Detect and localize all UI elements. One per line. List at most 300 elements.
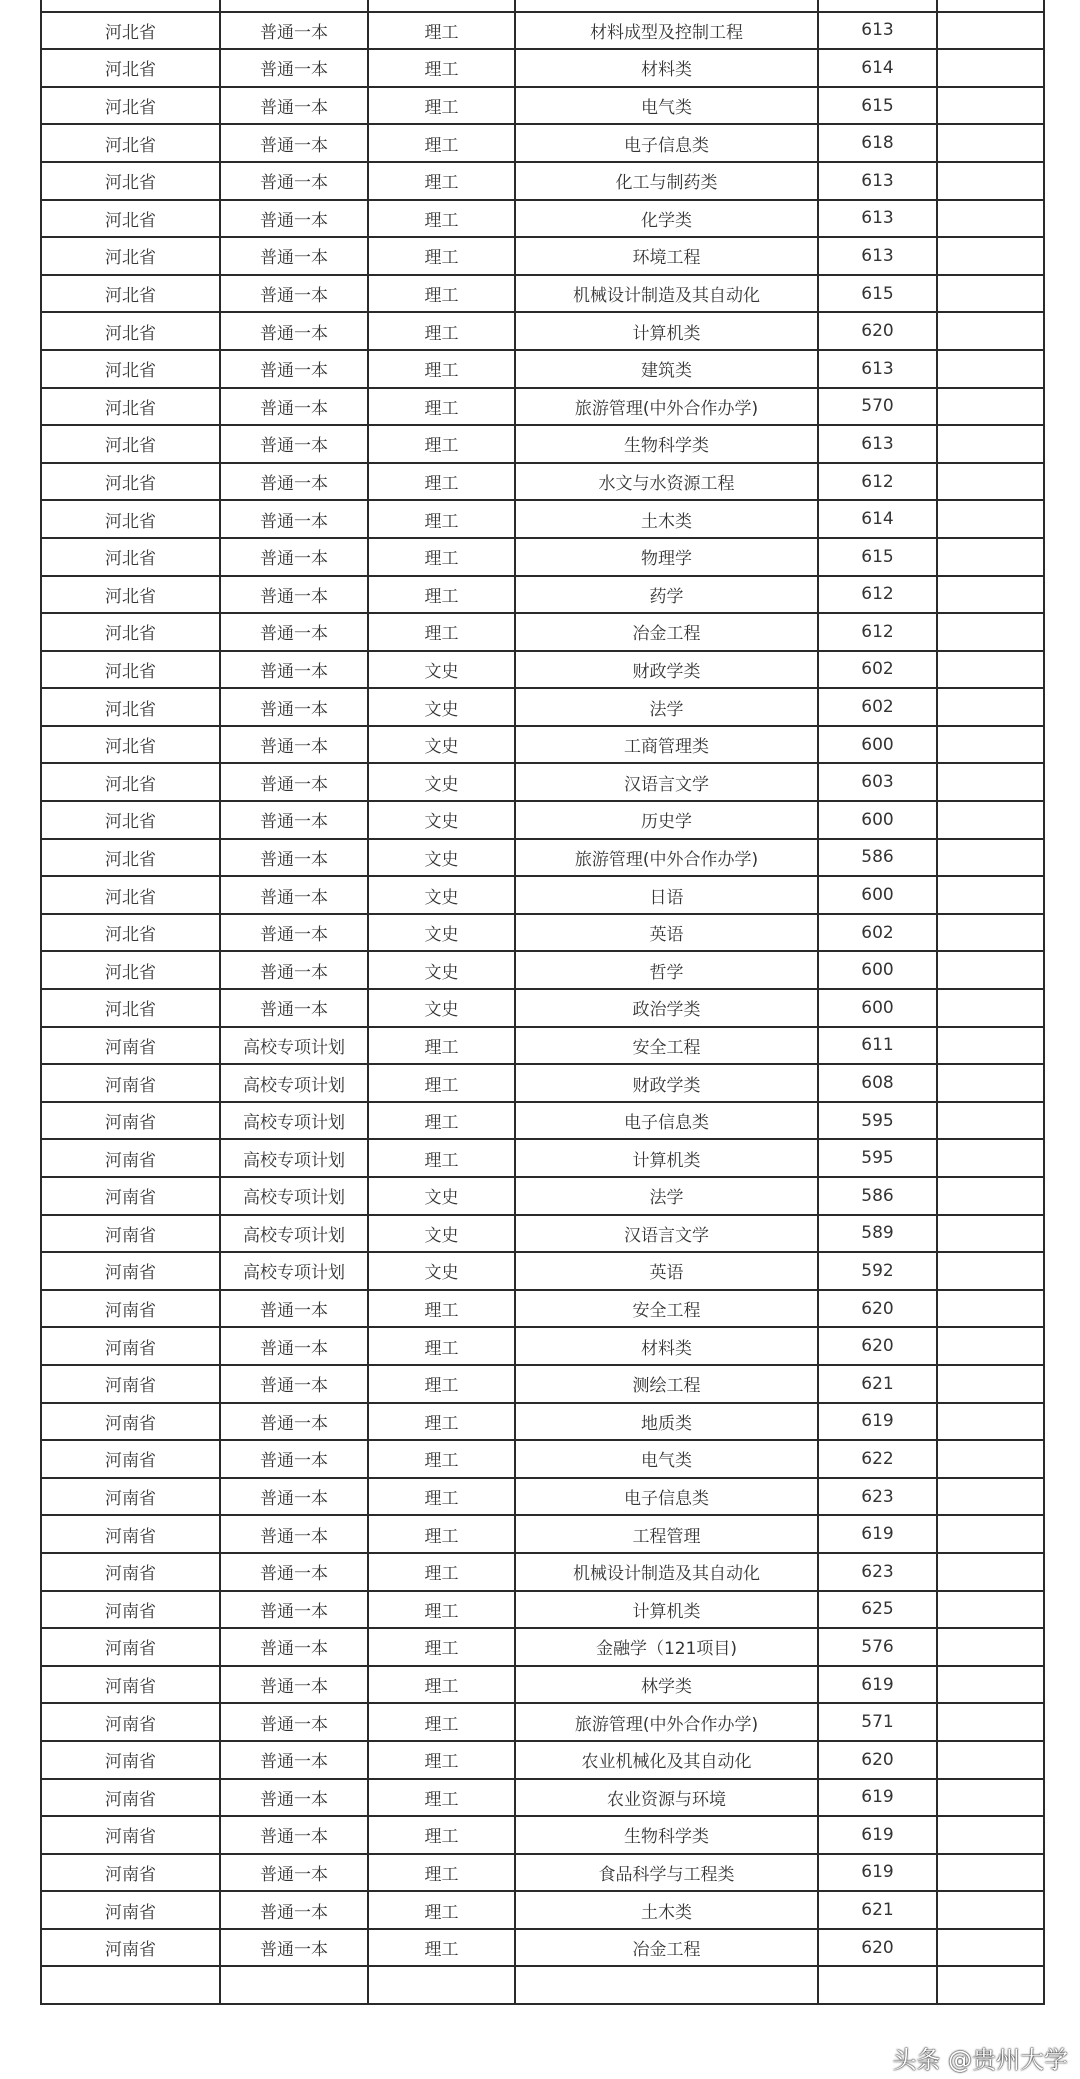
table-row [41, 914, 1044, 952]
batch-cell [220, 1966, 368, 2004]
table-row [41, 49, 1044, 87]
batch-cell: 普通一本 [220, 1591, 368, 1629]
note-cell [937, 726, 1044, 764]
major-cell: 冶金工程 [515, 1929, 818, 1967]
score-cell: 612 [818, 463, 937, 501]
batch-cell: 普通一本 [220, 350, 368, 388]
score-cell: 603 [818, 763, 937, 801]
table-row [41, 876, 1044, 914]
table-row [41, 124, 1044, 162]
batch-cell: 普通一本 [220, 538, 368, 576]
note-cell [937, 1027, 1044, 1065]
note-cell [937, 1252, 1044, 1290]
batch-cell: 普通一本 [220, 1891, 368, 1929]
score-cell: 602 [818, 914, 937, 952]
batch-cell: 普通一本 [220, 1703, 368, 1741]
major-cell: 化学类 [515, 200, 818, 238]
province-cell: 河南省 [41, 1440, 220, 1478]
province-cell: 河北省 [41, 200, 220, 238]
batch-cell: 普通一本 [220, 162, 368, 200]
province-cell: 河北省 [41, 124, 220, 162]
province-cell [41, 1966, 220, 2004]
score-cell: 613 [818, 237, 937, 275]
table-row [41, 1327, 1044, 1365]
province-cell: 河南省 [41, 1478, 220, 1516]
batch-cell: 普通一本 [220, 1365, 368, 1403]
category-cell: 理工 [368, 1741, 515, 1779]
note-cell [937, 613, 1044, 651]
batch-cell: 普通一本 [220, 1929, 368, 1967]
note-cell [937, 0, 1044, 12]
score-cell: 613 [818, 350, 937, 388]
category-cell: 文史 [368, 876, 515, 914]
note-cell [937, 350, 1044, 388]
note-cell [937, 87, 1044, 125]
province-cell: 河南省 [41, 1628, 220, 1666]
table-row [41, 275, 1044, 313]
batch-cell: 普通一本 [220, 425, 368, 463]
major-cell: 安全工程 [515, 1027, 818, 1065]
major-cell: 法学 [515, 688, 818, 726]
batch-cell: 普通一本 [220, 1816, 368, 1854]
major-cell: 地质类 [515, 1403, 818, 1441]
note-cell [937, 425, 1044, 463]
note-cell [937, 1102, 1044, 1140]
category-cell: 理工 [368, 350, 515, 388]
note-cell [937, 651, 1044, 689]
category-cell: 文史 [368, 1252, 515, 1290]
table-row [41, 1703, 1044, 1741]
score-cell: 614 [818, 500, 937, 538]
note-cell [937, 1478, 1044, 1516]
major-cell: 工商管理类 [515, 726, 818, 764]
note-cell [937, 1365, 1044, 1403]
province-cell: 河北省 [41, 425, 220, 463]
note-cell [937, 1666, 1044, 1704]
category-cell: 理工 [368, 425, 515, 463]
category-cell: 理工 [368, 388, 515, 426]
province-cell: 河南省 [41, 1854, 220, 1892]
score-cell: 619 [818, 1666, 937, 1704]
score-cell: 621 [818, 1891, 937, 1929]
major-cell: 汉语言文学 [515, 1215, 818, 1253]
table-row [41, 1929, 1044, 1967]
major-cell: 电子信息类 [515, 1478, 818, 1516]
province-cell: 河南省 [41, 1515, 220, 1553]
category-cell: 理工 [368, 1666, 515, 1704]
score-cell: 620 [818, 1929, 937, 1967]
table-row [41, 951, 1044, 989]
province-cell: 河北省 [41, 350, 220, 388]
score-cell: 620 [818, 1290, 937, 1328]
score-cell: 600 [818, 726, 937, 764]
province-cell: 河北省 [41, 989, 220, 1027]
batch-cell: 普通一本 [220, 1478, 368, 1516]
major-cell: 冶金工程 [515, 613, 818, 651]
province-cell: 河北省 [41, 275, 220, 313]
major-cell: 测绘工程 [515, 1365, 818, 1403]
note-cell [937, 12, 1044, 50]
province-cell: 河南省 [41, 1215, 220, 1253]
score-cell [818, 1966, 937, 2004]
batch-cell: 普通一本 [220, 388, 368, 426]
major-cell: 土木类 [515, 1891, 818, 1929]
note-cell [937, 275, 1044, 313]
table-row [41, 1139, 1044, 1177]
table-row [41, 87, 1044, 125]
score-cell: 600 [818, 951, 937, 989]
province-cell: 河北省 [41, 12, 220, 50]
major-cell: 机械设计制造及其自动化 [515, 275, 818, 313]
table-row [41, 1741, 1044, 1779]
major-cell: 化工与制药类 [515, 162, 818, 200]
province-cell: 河北省 [41, 801, 220, 839]
major-cell: 材料类 [515, 1327, 818, 1365]
table-row [41, 726, 1044, 764]
category-cell [368, 0, 515, 12]
table-row [41, 12, 1044, 50]
table-row [41, 839, 1044, 877]
major-cell: 电气类 [515, 87, 818, 125]
major-cell: 工程管理 [515, 1515, 818, 1553]
province-cell: 河南省 [41, 1779, 220, 1817]
province-cell: 河北省 [41, 87, 220, 125]
category-cell: 文史 [368, 801, 515, 839]
batch-cell: 普通一本 [220, 200, 368, 238]
note-cell [937, 200, 1044, 238]
table-row [41, 1064, 1044, 1102]
batch-cell: 高校专项计划 [220, 1027, 368, 1065]
major-cell: 汉语言文学 [515, 763, 818, 801]
province-cell: 河南省 [41, 1741, 220, 1779]
note-cell [937, 49, 1044, 87]
note-cell [937, 1515, 1044, 1553]
note-cell [937, 989, 1044, 1027]
category-cell: 文史 [368, 763, 515, 801]
province-cell: 河北省 [41, 576, 220, 614]
note-cell [937, 124, 1044, 162]
category-cell: 理工 [368, 1139, 515, 1177]
province-cell: 河南省 [41, 1591, 220, 1629]
major-cell: 英语 [515, 914, 818, 952]
major-cell: 电子信息类 [515, 1102, 818, 1140]
score-cell: 612 [818, 613, 937, 651]
category-cell: 理工 [368, 1327, 515, 1365]
category-cell: 文史 [368, 839, 515, 877]
category-cell: 理工 [368, 538, 515, 576]
score-cell: 620 [818, 1741, 937, 1779]
score-cell: 619 [818, 1816, 937, 1854]
category-cell: 理工 [368, 12, 515, 50]
province-cell: 河北省 [41, 876, 220, 914]
score-cell: 571 [818, 1703, 937, 1741]
major-cell: 物理学 [515, 538, 818, 576]
province-cell: 河北省 [41, 237, 220, 275]
batch-cell: 普通一本 [220, 1741, 368, 1779]
note-cell [937, 1139, 1044, 1177]
batch-cell: 普通一本 [220, 651, 368, 689]
major-cell: 食品科学与工程类 [515, 1854, 818, 1892]
table-row [41, 1966, 1044, 2004]
score-cell: 618 [818, 124, 937, 162]
note-cell [937, 951, 1044, 989]
table-row [41, 763, 1044, 801]
note-cell [937, 1177, 1044, 1215]
table-row [41, 162, 1044, 200]
admission-scores-table [40, 0, 1045, 2005]
batch-cell: 普通一本 [220, 12, 368, 50]
category-cell: 理工 [368, 1891, 515, 1929]
note-cell [937, 237, 1044, 275]
batch-cell: 高校专项计划 [220, 1252, 368, 1290]
major-cell: 法学 [515, 1177, 818, 1215]
score-cell: 619 [818, 1515, 937, 1553]
note-cell [937, 1703, 1044, 1741]
major-cell: 农业资源与环境 [515, 1779, 818, 1817]
major-cell: 旅游管理(中外合作办学) [515, 388, 818, 426]
province-cell: 河北省 [41, 463, 220, 501]
province-cell: 河北省 [41, 726, 220, 764]
major-cell: 电气类 [515, 1440, 818, 1478]
table-row [41, 463, 1044, 501]
table-row [41, 651, 1044, 689]
major-cell: 建筑类 [515, 350, 818, 388]
category-cell: 理工 [368, 1591, 515, 1629]
category-cell: 理工 [368, 49, 515, 87]
category-cell: 文史 [368, 1215, 515, 1253]
note-cell [937, 1064, 1044, 1102]
major-cell [515, 1966, 818, 2004]
batch-cell: 普通一本 [220, 1290, 368, 1328]
batch-cell: 普通一本 [220, 1854, 368, 1892]
batch-cell: 普通一本 [220, 688, 368, 726]
category-cell: 文史 [368, 1177, 515, 1215]
score-cell: 615 [818, 87, 937, 125]
score-cell: 623 [818, 1478, 937, 1516]
note-cell [937, 162, 1044, 200]
category-cell: 理工 [368, 1027, 515, 1065]
table-row [41, 1365, 1044, 1403]
batch-cell: 普通一本 [220, 1628, 368, 1666]
category-cell: 理工 [368, 1628, 515, 1666]
table-row [41, 1591, 1044, 1629]
batch-cell: 普通一本 [220, 237, 368, 275]
major-cell: 财政学类 [515, 1064, 818, 1102]
batch-cell: 普通一本 [220, 1666, 368, 1704]
major-cell: 机械设计制造及其自动化 [515, 1553, 818, 1591]
batch-cell: 高校专项计划 [220, 1215, 368, 1253]
batch-cell: 普通一本 [220, 1403, 368, 1441]
province-cell: 河北省 [41, 49, 220, 87]
province-cell: 河南省 [41, 1403, 220, 1441]
province-cell: 河北省 [41, 538, 220, 576]
province-cell: 河南省 [41, 1891, 220, 1929]
table-row [41, 1515, 1044, 1553]
note-cell [937, 576, 1044, 614]
province-cell: 河南省 [41, 1290, 220, 1328]
province-cell: 河北省 [41, 839, 220, 877]
note-cell [937, 839, 1044, 877]
batch-cell: 普通一本 [220, 763, 368, 801]
province-cell: 河北省 [41, 312, 220, 350]
note-cell [937, 1628, 1044, 1666]
table-row [41, 576, 1044, 614]
note-cell [937, 1290, 1044, 1328]
score-cell: 611 [818, 1027, 937, 1065]
note-cell [937, 1854, 1044, 1892]
major-cell: 旅游管理(中外合作办学) [515, 839, 818, 877]
note-cell [937, 1327, 1044, 1365]
batch-cell: 普通一本 [220, 914, 368, 952]
batch-cell: 高校专项计划 [220, 1177, 368, 1215]
category-cell: 文史 [368, 989, 515, 1027]
major-cell: 生物科学类 [515, 425, 818, 463]
score-cell: 613 [818, 425, 937, 463]
note-cell [937, 914, 1044, 952]
score-cell: 600 [818, 876, 937, 914]
batch-cell: 普通一本 [220, 801, 368, 839]
table-row [41, 1666, 1044, 1704]
province-cell: 河北省 [41, 914, 220, 952]
category-cell: 文史 [368, 914, 515, 952]
table-row [41, 388, 1044, 426]
score-cell: 600 [818, 801, 937, 839]
table-row [41, 1628, 1044, 1666]
note-cell [937, 388, 1044, 426]
batch-cell: 普通一本 [220, 1440, 368, 1478]
table-row [41, 1102, 1044, 1140]
table-row [41, 1403, 1044, 1441]
score-cell: 600 [818, 989, 937, 1027]
category-cell: 文史 [368, 651, 515, 689]
major-cell: 财政学类 [515, 651, 818, 689]
category-cell: 理工 [368, 1478, 515, 1516]
batch-cell: 普通一本 [220, 87, 368, 125]
score-cell: 619 [818, 1854, 937, 1892]
province-cell [41, 0, 220, 12]
table-row [41, 1290, 1044, 1328]
category-cell: 文史 [368, 726, 515, 764]
batch-cell: 高校专项计划 [220, 1102, 368, 1140]
province-cell: 河北省 [41, 162, 220, 200]
score-cell: 619 [818, 1403, 937, 1441]
province-cell: 河北省 [41, 951, 220, 989]
major-cell [515, 0, 818, 12]
major-cell: 计算机类 [515, 312, 818, 350]
note-cell [937, 1741, 1044, 1779]
score-cell: 621 [818, 1365, 937, 1403]
major-cell: 土木类 [515, 500, 818, 538]
table-row [41, 1854, 1044, 1892]
score-cell: 614 [818, 49, 937, 87]
category-cell: 理工 [368, 613, 515, 651]
category-cell: 文史 [368, 688, 515, 726]
note-cell [937, 312, 1044, 350]
table-row [41, 1816, 1044, 1854]
batch-cell: 普通一本 [220, 613, 368, 651]
major-cell: 计算机类 [515, 1139, 818, 1177]
table-row [41, 312, 1044, 350]
table-row [41, 801, 1044, 839]
table-row [41, 1177, 1044, 1215]
major-cell: 农业机械化及其自动化 [515, 1741, 818, 1779]
major-cell: 生物科学类 [515, 1816, 818, 1854]
category-cell: 理工 [368, 275, 515, 313]
province-cell: 河南省 [41, 1252, 220, 1290]
major-cell: 安全工程 [515, 1290, 818, 1328]
category-cell: 理工 [368, 1403, 515, 1441]
note-cell [937, 876, 1044, 914]
note-cell [937, 463, 1044, 501]
province-cell: 河南省 [41, 1666, 220, 1704]
score-cell: 619 [818, 1779, 937, 1817]
batch-cell: 高校专项计划 [220, 1139, 368, 1177]
batch-cell: 普通一本 [220, 500, 368, 538]
major-cell: 金融学（121项目) [515, 1628, 818, 1666]
note-cell [937, 1929, 1044, 1967]
note-cell [937, 1966, 1044, 2004]
note-cell [937, 500, 1044, 538]
score-cell: 613 [818, 12, 937, 50]
category-cell: 理工 [368, 124, 515, 162]
score-cell: 620 [818, 312, 937, 350]
province-cell: 河南省 [41, 1139, 220, 1177]
category-cell: 理工 [368, 87, 515, 125]
batch-cell: 普通一本 [220, 49, 368, 87]
province-cell: 河南省 [41, 1929, 220, 1967]
major-cell: 历史学 [515, 801, 818, 839]
note-cell [937, 1779, 1044, 1817]
table-row [41, 1779, 1044, 1817]
batch-cell: 普通一本 [220, 989, 368, 1027]
province-cell: 河北省 [41, 651, 220, 689]
category-cell: 理工 [368, 1816, 515, 1854]
note-cell [937, 801, 1044, 839]
category-cell: 理工 [368, 312, 515, 350]
note-cell [937, 1440, 1044, 1478]
score-cell: 595 [818, 1102, 937, 1140]
category-cell: 理工 [368, 1515, 515, 1553]
batch-cell: 普通一本 [220, 275, 368, 313]
province-cell: 河北省 [41, 763, 220, 801]
table-row [41, 688, 1044, 726]
category-cell: 理工 [368, 1064, 515, 1102]
table-row [41, 350, 1044, 388]
category-cell: 理工 [368, 463, 515, 501]
major-cell: 药学 [515, 576, 818, 614]
table-row [41, 989, 1044, 1027]
table-row [41, 613, 1044, 651]
note-cell [937, 1215, 1044, 1253]
batch-cell: 普通一本 [220, 124, 368, 162]
major-cell: 旅游管理(中外合作办学) [515, 1703, 818, 1741]
major-cell: 哲学 [515, 951, 818, 989]
category-cell: 理工 [368, 237, 515, 275]
batch-cell: 普通一本 [220, 463, 368, 501]
table-row [41, 1891, 1044, 1929]
table-row [41, 1027, 1044, 1065]
score-cell: 586 [818, 839, 937, 877]
score-cell [818, 0, 937, 12]
score-cell: 613 [818, 162, 937, 200]
category-cell: 理工 [368, 576, 515, 614]
table-row [41, 1440, 1044, 1478]
category-cell: 理工 [368, 1929, 515, 1967]
batch-cell: 普通一本 [220, 951, 368, 989]
province-cell: 河南省 [41, 1553, 220, 1591]
table-row [41, 500, 1044, 538]
category-cell: 理工 [368, 1703, 515, 1741]
